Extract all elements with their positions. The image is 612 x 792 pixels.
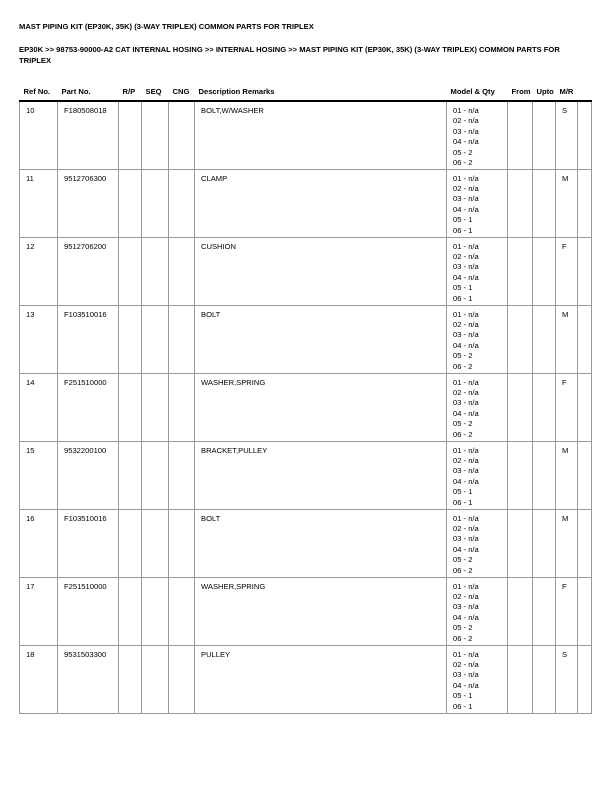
table-row [20, 441, 592, 509]
table-row [20, 577, 592, 645]
model-qty-line: 05 - 1 [453, 283, 473, 293]
seq-cell [142, 169, 169, 237]
spacer-cell [578, 645, 592, 713]
model-qty-line: 06 - 1 [453, 225, 473, 235]
seq-cell [142, 101, 169, 169]
model-qty-line: 04 - n/a [453, 340, 479, 350]
model-qty-line: 01 - n/a [453, 649, 479, 659]
spacer-cell [578, 509, 592, 577]
column-header-ref-no: Ref No. [20, 66, 58, 101]
column-header-description: Description Remarks [195, 66, 447, 101]
part-no-cell: 9512706300 [58, 169, 119, 237]
mr-cell: F [556, 577, 578, 645]
description-cell: WASHER,SPRING [195, 373, 447, 441]
rp-cell [119, 169, 142, 237]
mr-cell: S [556, 101, 578, 169]
model-qty-line: 03 - n/a [453, 534, 479, 544]
column-header-spacer [578, 66, 592, 101]
mr-cell: M [556, 169, 578, 237]
model-qty-cell [447, 373, 508, 441]
description-cell: BRACKET,PULLEY [195, 441, 447, 509]
model-qty-line: 06 - 2 [453, 565, 473, 575]
model-qty-line: 01 - n/a [453, 106, 479, 115]
model-qty-line: 02 - n/a [453, 183, 479, 193]
seq-cell [142, 237, 169, 305]
upto-cell [533, 577, 556, 645]
from-cell [508, 509, 533, 577]
mr-cell: F [556, 237, 578, 305]
spacer-cell [578, 373, 592, 441]
rp-cell [119, 441, 142, 509]
from-cell [508, 373, 533, 441]
from-cell [508, 441, 533, 509]
upto-cell [533, 509, 556, 577]
table-row [20, 373, 592, 441]
model-qty-line: 02 - n/a [453, 659, 479, 669]
model-qty-line: 04 - n/a [453, 544, 479, 554]
from-cell [508, 305, 533, 373]
model-qty-line: 03 - n/a [453, 330, 479, 340]
spacer-cell [578, 305, 592, 373]
ref-no-cell: 13 [20, 305, 58, 373]
model-qty-cell [447, 645, 508, 713]
model-qty-cell [447, 237, 508, 305]
seq-cell [142, 373, 169, 441]
cng-cell [169, 577, 195, 645]
description-cell: WASHER,SPRING [195, 577, 447, 645]
model-qty-line: 06 - 1 [453, 701, 473, 711]
description-cell: PULLEY [195, 645, 447, 713]
rp-cell [119, 237, 142, 305]
breadcrumb: EP30K >> 98753-90000-A2 CAT INTERNAL HOSING >> INTERNAL HOSING >> MAST PIPING KIT (EP30K, 35K) (3-WAY TRIPLEX) COMMON PARTS FOR TRIPLEX [19, 45, 560, 65]
seq-cell [142, 509, 169, 577]
table-row [20, 237, 592, 305]
ref-no-cell: 15 [20, 441, 58, 509]
ref-no-cell: 14 [20, 373, 58, 441]
ref-no-cell: 18 [20, 645, 58, 713]
model-qty-line: 02 - n/a [453, 387, 479, 397]
mr-cell: S [556, 645, 578, 713]
model-qty-line: 04 - n/a [453, 408, 479, 418]
rp-cell [119, 577, 142, 645]
column-header-upto: Upto [533, 66, 556, 101]
spacer-cell [578, 577, 592, 645]
description-cell: BOLT [195, 509, 447, 577]
mr-cell: M [556, 305, 578, 373]
description-cell: CUSHION [195, 237, 447, 305]
column-header-model-qty: Model & Qty [447, 66, 508, 101]
model-qty-cell [447, 169, 508, 237]
model-qty-line: 01 - n/a [453, 513, 479, 523]
model-qty-line: 06 - 2 [453, 361, 473, 371]
description-cell: CLAMP [195, 169, 447, 237]
model-qty-cell [447, 101, 508, 169]
model-qty-line: 02 - n/a [453, 319, 479, 329]
model-qty-line: 04 - n/a [453, 272, 479, 282]
table-row [20, 169, 592, 237]
model-qty-line: 04 - n/a [453, 612, 479, 622]
cng-cell [169, 441, 195, 509]
model-qty-line: 05 - 2 [453, 419, 473, 429]
ref-no-cell: 11 [20, 169, 58, 237]
upto-cell [533, 169, 556, 237]
part-no-cell: F251510000 [58, 577, 119, 645]
upto-cell [533, 645, 556, 713]
description-cell: BOLT [195, 305, 447, 373]
model-qty-line: 02 - n/a [453, 116, 479, 126]
model-qty-line: 02 - n/a [453, 455, 479, 465]
rp-cell [119, 101, 142, 169]
part-no-cell: 9531503300 [58, 645, 119, 713]
upto-cell [533, 373, 556, 441]
column-header-part-no: Part No. [58, 66, 119, 101]
model-qty-line: 01 - n/a [453, 309, 479, 319]
model-qty-line: 02 - n/a [453, 251, 479, 261]
cng-cell [169, 101, 195, 169]
model-qty-line: 05 - 2 [453, 147, 473, 157]
seq-cell [142, 441, 169, 509]
rp-cell [119, 645, 142, 713]
model-qty-line: 03 - n/a [453, 466, 479, 476]
model-qty-cell [447, 305, 508, 373]
cng-cell [169, 645, 195, 713]
part-no-cell: F103510016 [58, 305, 119, 373]
cng-cell [169, 237, 195, 305]
model-qty-cell [447, 441, 508, 509]
mr-cell: M [556, 509, 578, 577]
spacer-cell [578, 441, 592, 509]
parts-table [19, 66, 592, 714]
upto-cell [533, 305, 556, 373]
model-qty-line: 06 - 1 [453, 293, 473, 303]
part-no-cell: F251510000 [58, 373, 119, 441]
model-qty-line: 06 - 2 [453, 158, 473, 168]
model-qty-cell [447, 509, 508, 577]
column-header-rp: R/P [119, 66, 142, 101]
model-qty-line: 05 - 2 [453, 555, 473, 565]
cng-cell [169, 509, 195, 577]
model-qty-line: 03 - n/a [453, 398, 479, 408]
cng-cell [169, 373, 195, 441]
ref-no-cell: 10 [20, 101, 58, 169]
from-cell [508, 577, 533, 645]
ref-no-cell: 17 [20, 577, 58, 645]
model-qty-line: 05 - 2 [453, 351, 473, 361]
model-qty-line: 01 - n/a [453, 377, 479, 387]
model-qty-line: 06 - 2 [453, 633, 473, 643]
mr-cell: F [556, 373, 578, 441]
model-qty-line: 01 - n/a [453, 581, 479, 591]
ref-no-cell: 12 [20, 237, 58, 305]
mr-cell: M [556, 441, 578, 509]
model-qty-line: 03 - n/a [453, 602, 479, 612]
cng-cell [169, 169, 195, 237]
model-qty-line: 01 - n/a [453, 241, 479, 251]
column-header-seq: SEQ [142, 66, 169, 101]
model-qty-line: 02 - n/a [453, 591, 479, 601]
upto-cell [533, 101, 556, 169]
seq-cell [142, 305, 169, 373]
spacer-cell [578, 237, 592, 305]
model-qty-cell [447, 577, 508, 645]
from-cell [508, 237, 533, 305]
ref-no-cell: 16 [20, 509, 58, 577]
model-qty-line: 05 - 2 [453, 623, 473, 633]
column-header-from: From [508, 66, 533, 101]
column-header-cng: CNG [169, 66, 195, 101]
model-qty-line: 05 - 1 [453, 215, 473, 225]
model-qty-line: 03 - n/a [453, 126, 479, 136]
table-header-row [20, 66, 592, 101]
model-qty-line: 06 - 2 [453, 429, 473, 439]
rp-cell [119, 373, 142, 441]
seq-cell [142, 577, 169, 645]
table-row [20, 509, 592, 577]
model-qty-line: 04 - n/a [453, 476, 479, 486]
model-qty-line: 01 - n/a [453, 445, 479, 455]
model-qty-line: 02 - n/a [453, 523, 479, 533]
model-qty-line: 04 - n/a [453, 137, 479, 147]
table-row [20, 305, 592, 373]
model-qty-line: 03 - n/a [453, 670, 479, 680]
part-no-cell: F180508018 [58, 101, 119, 169]
from-cell [508, 101, 533, 169]
column-header-mr: M/R [556, 66, 578, 101]
model-qty-line: 01 - n/a [453, 173, 479, 183]
table-row [20, 645, 592, 713]
model-qty-line: 03 - n/a [453, 262, 479, 272]
page-title: MAST PIPING KIT (EP30K, 35K) (3-WAY TRIPLEX) COMMON PARTS FOR TRIPLEX [19, 22, 314, 31]
part-no-cell: 9512706200 [58, 237, 119, 305]
model-qty-line: 04 - n/a [453, 680, 479, 690]
from-cell [508, 645, 533, 713]
part-no-cell: F103510016 [58, 509, 119, 577]
rp-cell [119, 509, 142, 577]
spacer-cell [578, 169, 592, 237]
cng-cell [169, 305, 195, 373]
model-qty-line: 03 - n/a [453, 194, 479, 204]
upto-cell [533, 441, 556, 509]
model-qty-line: 06 - 1 [453, 497, 473, 507]
part-no-cell: 9532200100 [58, 441, 119, 509]
from-cell [508, 169, 533, 237]
description-cell: BOLT,W/WASHER [195, 101, 447, 169]
spacer-cell [578, 101, 592, 169]
table-row [20, 101, 592, 169]
model-qty-line: 05 - 1 [453, 487, 473, 497]
rp-cell [119, 305, 142, 373]
seq-cell [142, 645, 169, 713]
model-qty-line: 04 - n/a [453, 204, 479, 214]
upto-cell [533, 237, 556, 305]
model-qty-line: 05 - 1 [453, 691, 473, 701]
